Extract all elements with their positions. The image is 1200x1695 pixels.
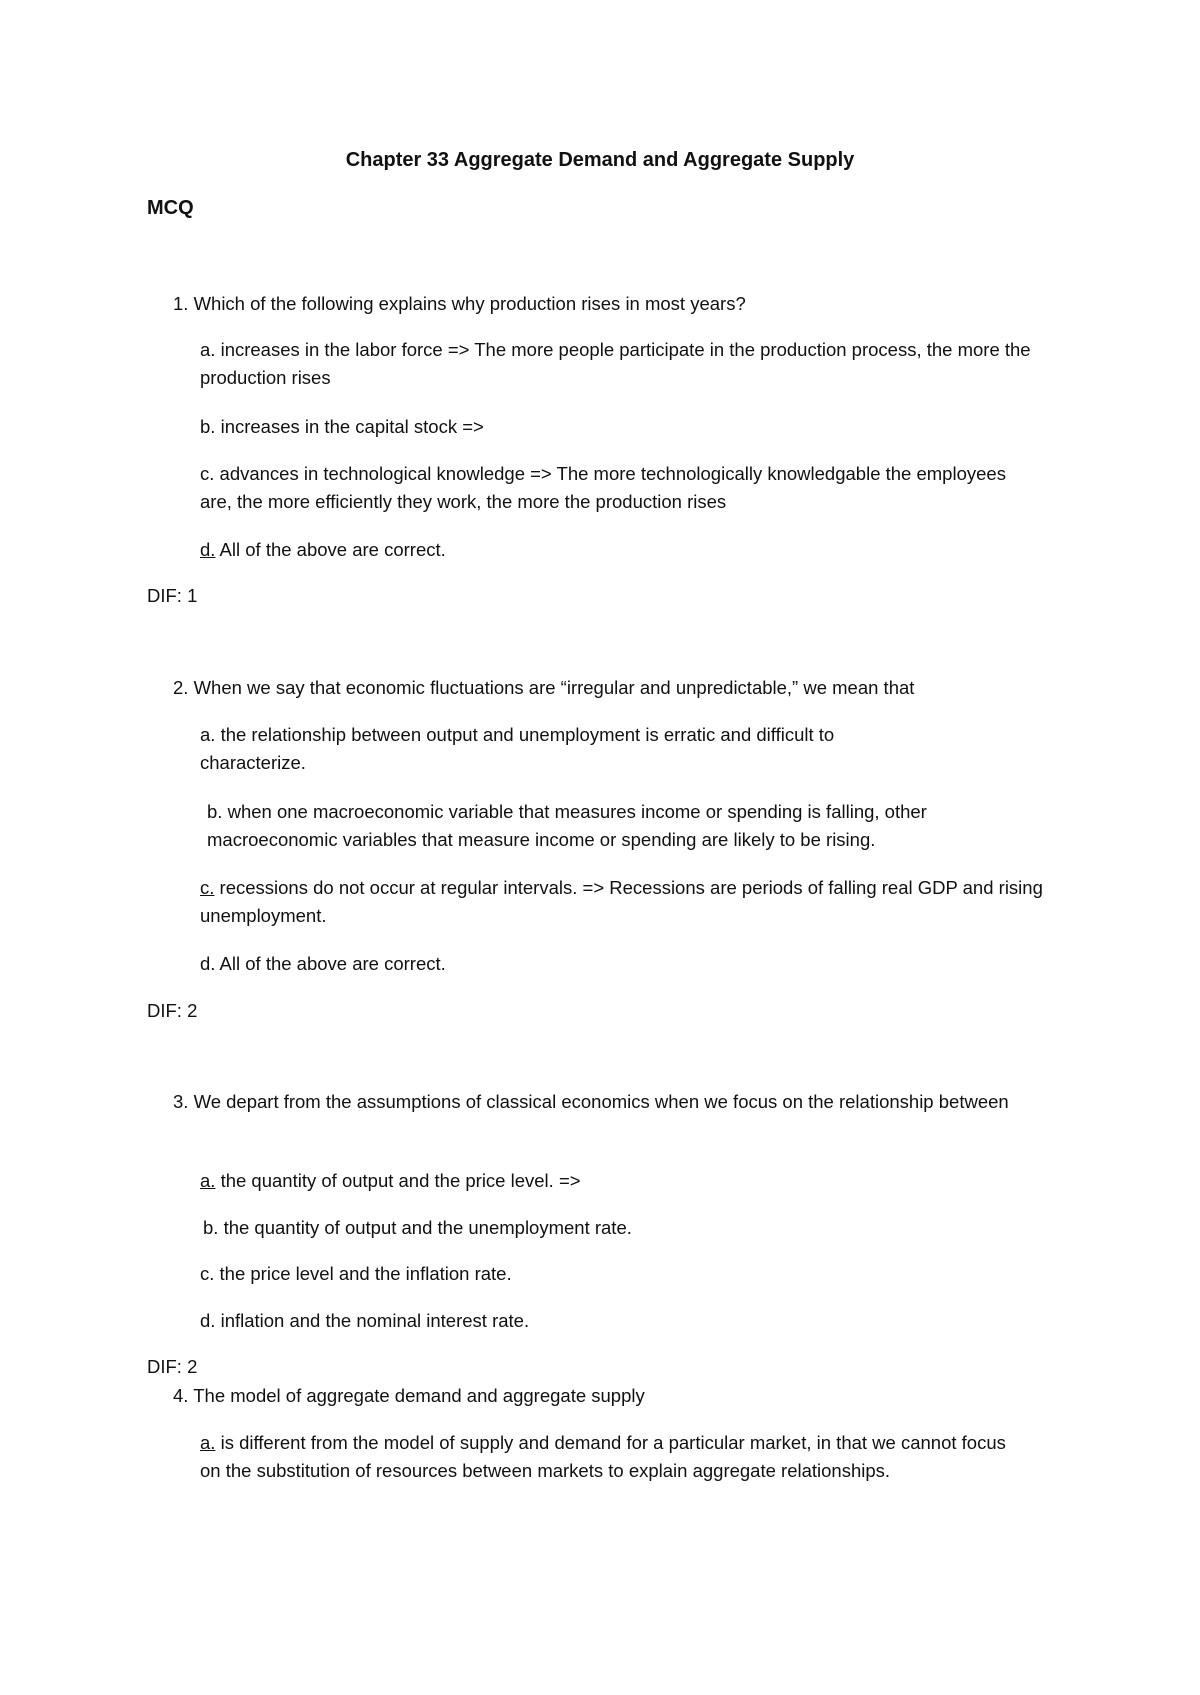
question-3-option-b xyxy=(203,1214,632,1242)
option-letter: c. xyxy=(200,877,215,898)
section-heading: MCQ xyxy=(147,197,194,219)
option-text: the price level and the inflation rate. xyxy=(214,1263,512,1284)
question-1-stem: 1. Which of the following explains why production rises in most years? xyxy=(173,293,746,314)
question-3-option-c xyxy=(200,1260,512,1288)
option-text: All of the above are correct. xyxy=(215,953,446,974)
option-letter: b. xyxy=(207,801,223,822)
option-text: recessions do not occur at regular intervals. => Recessions are periods of falling real GDP and rising unemployment. xyxy=(200,877,1043,926)
question-1-option-d xyxy=(200,536,446,564)
question-3-stem: 3. We depart from the assumptions of classical economics when we focus on the relationship between xyxy=(173,1091,1009,1112)
question-2-option-a xyxy=(200,721,940,777)
question-1-option-a xyxy=(200,336,1050,392)
option-text: the quantity of output and the unemployment rate. xyxy=(218,1217,632,1238)
question-1-difficulty: DIF: 1 xyxy=(147,585,198,606)
question-2-option-d xyxy=(200,950,446,978)
question-4-option-a xyxy=(200,1429,1020,1485)
option-letter: a. xyxy=(200,339,216,360)
question-2-option-c xyxy=(200,874,1080,930)
option-letter: d. xyxy=(200,1310,216,1331)
option-letter: a. xyxy=(200,1432,216,1453)
option-text: when one macroeconomic variable that measures income or spending is falling, other macroeconomic variables that measure income or spending are likely to be rising. xyxy=(207,801,927,850)
option-text: is different from the model of supply and demand for a particular market, in that we cannot focus on the substitution of resources between markets to explain aggregate relationships. xyxy=(200,1432,1006,1481)
option-letter: d. xyxy=(200,539,216,560)
option-letter: c. xyxy=(200,1263,215,1284)
question-2-option-b xyxy=(207,798,1027,854)
option-text: advances in technological knowledge => The more technologically knowledgable the employees are, the more efficiently they work, the more the production rises xyxy=(200,463,1006,512)
option-text: the quantity of output and the price level. => xyxy=(215,1170,581,1191)
option-letter: c. xyxy=(200,463,215,484)
option-text: increases in the labor force => The more people participate in the production process, the more the production rises xyxy=(200,339,1031,388)
option-text: increases in the capital stock => xyxy=(215,416,484,437)
question-3-difficulty: DIF: 2 xyxy=(147,1356,198,1377)
question-2-difficulty: DIF: 2 xyxy=(147,1000,198,1021)
question-3-option-d xyxy=(200,1307,529,1335)
question-1-option-b xyxy=(200,413,484,441)
option-text: the relationship between output and unemployment is erratic and difficult to characterize. xyxy=(200,724,835,773)
option-text: All of the above are correct. xyxy=(215,539,446,560)
question-1-option-c xyxy=(200,460,1020,516)
question-2-stem: 2. When we say that economic fluctuations are “irregular and unpredictable,” we mean that xyxy=(173,677,915,698)
option-letter: b. xyxy=(203,1217,219,1238)
option-letter: d. xyxy=(200,953,216,974)
option-letter: a. xyxy=(200,724,216,745)
question-3-option-a xyxy=(200,1167,581,1195)
option-text: inflation and the nominal interest rate. xyxy=(215,1310,530,1331)
option-letter: b. xyxy=(200,416,216,437)
option-letter: a. xyxy=(200,1170,216,1191)
page-title: Chapter 33 Aggregate Demand and Aggregate Supply xyxy=(345,149,855,171)
question-4-stem: 4. The model of aggregate demand and aggregate supply xyxy=(173,1385,645,1406)
